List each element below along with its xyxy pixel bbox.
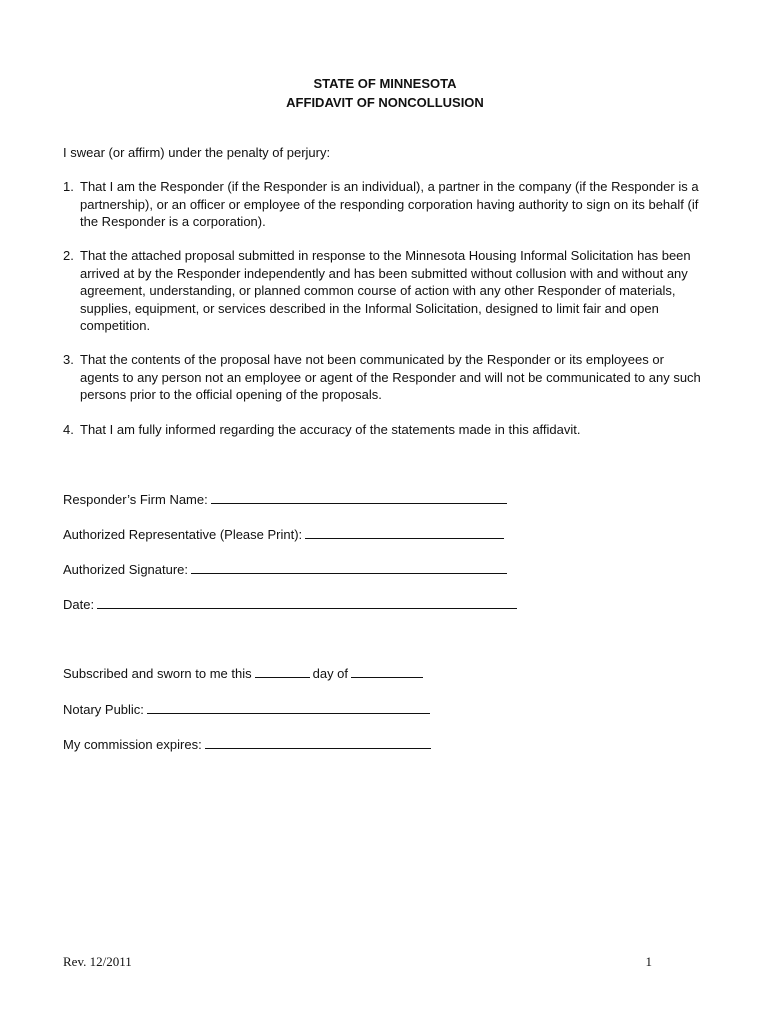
document-title	[0, 74, 770, 112]
list-item	[63, 247, 703, 335]
commission-field[interactable]	[205, 735, 431, 749]
list-item	[63, 421, 703, 439]
title-line-2: AFFIDAVIT OF NONCOLLUSION	[286, 95, 484, 110]
subscribed-middle: day of	[312, 666, 349, 681]
date-label: Date:	[63, 597, 95, 612]
page-number: 1	[645, 954, 652, 969]
item-text: That I am fully informed regarding the accuracy of the statements made in this affidavit.	[80, 422, 581, 437]
notary-field[interactable]	[147, 700, 430, 714]
commission-row	[63, 735, 431, 754]
commission-label: My commission expires:	[63, 737, 202, 752]
title-line-1: STATE OF MINNESOTA	[313, 76, 457, 91]
firm-name-field[interactable]	[211, 490, 507, 504]
signature-label: Authorized Signature:	[63, 562, 189, 577]
subscribed-day-field[interactable]	[255, 664, 310, 678]
list-item	[63, 351, 703, 404]
subscribed-prefix: Subscribed and sworn to me this	[63, 666, 252, 681]
representative-field[interactable]	[305, 525, 504, 539]
representative-label: Authorized Representative (Please Print):	[63, 527, 303, 542]
signature-row	[63, 560, 507, 579]
item-number: 2.	[63, 248, 74, 263]
revision-label: Rev. 12/2011	[63, 954, 132, 969]
item-number: 1.	[63, 179, 74, 194]
item-number: 3.	[63, 352, 74, 367]
subscribed-month-field[interactable]	[351, 664, 423, 678]
subscribed-row	[63, 664, 426, 683]
firm-name-label: Responder’s Firm Name:	[63, 492, 208, 507]
item-text: That the contents of the proposal have not been communicated by the Responder or its employees or agents to any person not an employee or agent of the Responder and will not be communicated to any such persons prior to the official opening of the proposals.	[80, 352, 701, 402]
date-row	[63, 595, 517, 614]
notary-row	[63, 700, 430, 719]
notary-label: Notary Public:	[63, 702, 144, 717]
item-text: That I am the Responder (if the Responder is an individual), a partner in the company (if the Responder is a partnership), or an officer or employee of the responding corporation having authority to sign on its behalf (if the Responder is a corporation).	[80, 179, 699, 229]
item-number: 4.	[63, 422, 74, 437]
intro-statement: I swear (or affirm) under the penalty of perjury:	[63, 145, 331, 160]
firm-name-row	[63, 490, 507, 509]
item-text: That the attached proposal submitted in response to the Minnesota Housing Informal Solicitation has been arrived at by the Responder independently and has been submitted without collusion with and without any agreement, understanding, or planned common course of action with any other Responder of materials, supplies, equipment, or services described in the Informal Solicitation, designed to limit fair and open competition.	[80, 248, 691, 333]
date-field[interactable]	[97, 595, 517, 609]
representative-row	[63, 525, 504, 544]
signature-field[interactable]	[191, 560, 507, 574]
list-item	[63, 178, 703, 231]
